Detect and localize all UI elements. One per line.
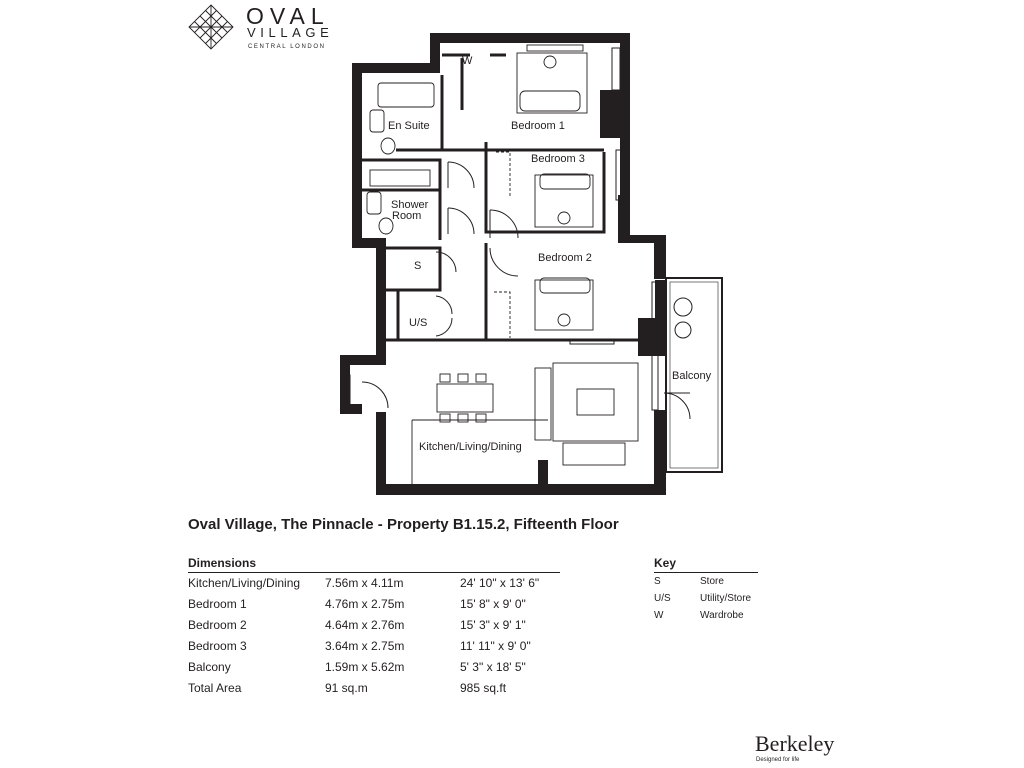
room-name: Bedroom 1 <box>188 597 247 611</box>
imperial-size: 5' 3" x 18' 5" <box>460 660 526 674</box>
key-legend <box>654 555 758 624</box>
metric-size: 4.64m x 2.76m <box>325 618 405 632</box>
table-row <box>188 615 560 636</box>
metric-size: 91 sq.m <box>325 681 368 695</box>
key-row <box>654 590 758 607</box>
table-row <box>188 573 560 594</box>
table-row <box>188 678 560 699</box>
table-row <box>188 594 560 615</box>
room-name: Total Area <box>188 681 242 695</box>
table-row <box>188 657 560 678</box>
key-code: W <box>654 610 664 621</box>
metric-size: 7.56m x 4.11m <box>325 576 404 590</box>
floor-plan <box>340 30 730 500</box>
logo-village-text: VILLAGE <box>247 25 334 40</box>
furniture <box>367 45 638 484</box>
interior-walls <box>362 55 638 340</box>
imperial-size: 985 sq.ft <box>460 681 507 695</box>
table-row <box>188 636 560 657</box>
imperial-size: 24' 10" x 13' 6" <box>460 576 540 590</box>
metric-size: 1.59m x 5.62m <box>325 660 405 674</box>
wardrobe-label: W <box>462 55 473 67</box>
berkeley-tagline: Designed for life <box>756 757 800 763</box>
bedroom3-label: Bedroom 3 <box>531 153 585 165</box>
key-code: S <box>654 576 661 587</box>
kitchen-living-dining-label: Kitchen/Living/Dining <box>419 441 522 453</box>
key-row <box>654 607 758 624</box>
property-title: Oval Village, The Pinnacle - Property B1.15.2, Fifteenth Floor <box>188 516 619 533</box>
key-meaning: Store <box>700 576 724 587</box>
bedroom2-label: Bedroom 2 <box>538 252 592 264</box>
imperial-size: 15' 8" x 9' 0" <box>460 597 526 611</box>
dimensions-heading: Dimensions <box>188 555 560 573</box>
utility-store-label: U/S <box>409 317 428 329</box>
shower-label-1: Shower <box>391 199 429 211</box>
shower-label-2: Room <box>392 210 422 222</box>
room-name: Kitchen/Living/Dining <box>188 576 301 590</box>
ensuite-label: En Suite <box>388 120 430 132</box>
key-meaning: Utility/Store <box>700 593 752 604</box>
room-name: Bedroom 3 <box>188 639 247 653</box>
dimensions-table <box>188 555 560 699</box>
logo-central-london-text: CENTRAL LONDON <box>248 44 326 50</box>
key-heading: Key <box>654 555 758 573</box>
logo-oval-text: OVAL <box>246 3 330 29</box>
bedroom1-label: Bedroom 1 <box>511 120 565 132</box>
berkeley-logo <box>755 733 845 767</box>
room-name: Bedroom 2 <box>188 618 247 632</box>
berkeley-name: Berkeley <box>755 731 835 756</box>
imperial-size: 15' 3" x 9' 1" <box>460 618 526 632</box>
store-label: S <box>414 260 422 272</box>
outer-walls <box>340 33 666 495</box>
metric-size: 3.64m x 2.75m <box>325 639 405 653</box>
diamond-lattice-icon <box>188 4 234 50</box>
room-name: Balcony <box>188 660 231 674</box>
oval-village-logo <box>188 4 338 52</box>
key-meaning: Wardrobe <box>700 610 744 621</box>
key-code: U/S <box>654 593 671 604</box>
metric-size: 4.76m x 2.75m <box>325 597 405 611</box>
key-row <box>654 573 758 590</box>
balcony-label: Balcony <box>672 370 712 382</box>
imperial-size: 11' 11" x 9' 0" <box>460 639 531 653</box>
